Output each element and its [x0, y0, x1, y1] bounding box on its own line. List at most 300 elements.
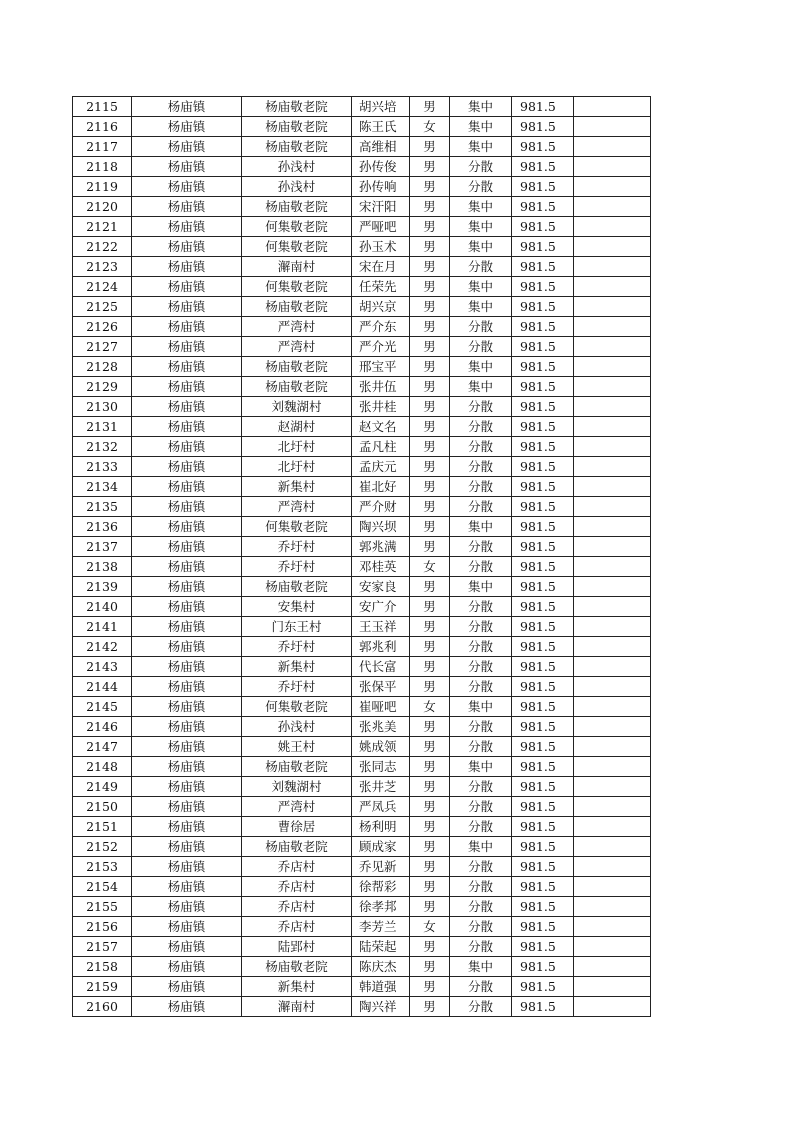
village-cell: 乔圩村	[242, 637, 352, 657]
town-cell: 杨庙镇	[132, 697, 242, 717]
table-row	[73, 97, 651, 117]
village-cell: 乔圩村	[242, 677, 352, 697]
gender-cell: 男	[410, 437, 450, 457]
amount-cell: 981.5	[512, 577, 574, 597]
amount-cell: 981.5	[512, 217, 574, 237]
remarks-cell	[574, 817, 651, 837]
village-cell: 杨庙敬老院	[242, 837, 352, 857]
amount-cell: 981.5	[512, 457, 574, 477]
village-cell: 赵湖村	[242, 417, 352, 437]
remarks-cell	[574, 657, 651, 677]
person-name-cell: 李芳兰	[352, 917, 410, 937]
table-row	[73, 797, 651, 817]
remarks-cell	[574, 97, 651, 117]
table-row	[73, 777, 651, 797]
gender-cell: 女	[410, 697, 450, 717]
row-number-cell: 2143	[73, 657, 132, 677]
town-cell: 杨庙镇	[132, 517, 242, 537]
amount-cell: 981.5	[512, 757, 574, 777]
support-type-cell: 分散	[450, 917, 512, 937]
gender-cell: 男	[410, 677, 450, 697]
town-cell: 杨庙镇	[132, 117, 242, 137]
town-cell: 杨庙镇	[132, 597, 242, 617]
table-row	[73, 677, 651, 697]
support-type-cell: 集中	[450, 697, 512, 717]
row-number-cell: 2154	[73, 877, 132, 897]
person-name-cell: 邢宝平	[352, 357, 410, 377]
table-row	[73, 997, 651, 1017]
support-type-cell: 集中	[450, 117, 512, 137]
support-type-cell: 集中	[450, 577, 512, 597]
town-cell: 杨庙镇	[132, 797, 242, 817]
gender-cell: 男	[410, 237, 450, 257]
village-cell: 何集敬老院	[242, 237, 352, 257]
remarks-cell	[574, 237, 651, 257]
gender-cell: 男	[410, 577, 450, 597]
village-cell: 孙浅村	[242, 177, 352, 197]
village-cell: 新集村	[242, 657, 352, 677]
row-number-cell: 2135	[73, 497, 132, 517]
support-type-cell: 集中	[450, 957, 512, 977]
town-cell: 杨庙镇	[132, 477, 242, 497]
person-name-cell: 邓桂英	[352, 557, 410, 577]
table-row	[73, 237, 651, 257]
town-cell: 杨庙镇	[132, 397, 242, 417]
support-type-cell: 分散	[450, 597, 512, 617]
support-type-cell: 分散	[450, 537, 512, 557]
support-type-cell: 集中	[450, 357, 512, 377]
amount-cell: 981.5	[512, 817, 574, 837]
row-number-cell: 2145	[73, 697, 132, 717]
person-name-cell: 陶兴祥	[352, 997, 410, 1017]
person-name-cell: 代长富	[352, 657, 410, 677]
amount-cell: 981.5	[512, 477, 574, 497]
town-cell: 杨庙镇	[132, 377, 242, 397]
table-row	[73, 657, 651, 677]
person-name-cell: 胡兴京	[352, 297, 410, 317]
row-number-cell: 2153	[73, 857, 132, 877]
remarks-cell	[574, 317, 651, 337]
row-number-cell: 2128	[73, 357, 132, 377]
support-type-cell: 集中	[450, 137, 512, 157]
town-cell: 杨庙镇	[132, 557, 242, 577]
person-name-cell: 严凤兵	[352, 797, 410, 817]
person-name-cell: 陶兴坝	[352, 517, 410, 537]
remarks-cell	[574, 997, 651, 1017]
remarks-cell	[574, 637, 651, 657]
row-number-cell: 2141	[73, 617, 132, 637]
support-type-cell: 分散	[450, 177, 512, 197]
gender-cell: 男	[410, 137, 450, 157]
table-row	[73, 757, 651, 777]
amount-cell: 981.5	[512, 657, 574, 677]
gender-cell: 男	[410, 957, 450, 977]
remarks-cell	[574, 197, 651, 217]
support-type-cell: 分散	[450, 157, 512, 177]
person-name-cell: 徐孝邦	[352, 897, 410, 917]
village-cell: 乔店村	[242, 857, 352, 877]
person-name-cell: 孙传响	[352, 177, 410, 197]
person-name-cell: 张保平	[352, 677, 410, 697]
town-cell: 杨庙镇	[132, 277, 242, 297]
support-type-cell: 分散	[450, 717, 512, 737]
remarks-cell	[574, 897, 651, 917]
village-cell: 刘魏湖村	[242, 397, 352, 417]
support-type-cell: 集中	[450, 197, 512, 217]
gender-cell: 男	[410, 277, 450, 297]
amount-cell: 981.5	[512, 297, 574, 317]
row-number-cell: 2122	[73, 237, 132, 257]
gender-cell: 男	[410, 537, 450, 557]
town-cell: 杨庙镇	[132, 357, 242, 377]
remarks-cell	[574, 117, 651, 137]
row-number-cell: 2140	[73, 597, 132, 617]
remarks-cell	[574, 357, 651, 377]
person-name-cell: 宋汗阳	[352, 197, 410, 217]
town-cell: 杨庙镇	[132, 657, 242, 677]
table-row	[73, 717, 651, 737]
support-type-cell: 集中	[450, 217, 512, 237]
gender-cell: 男	[410, 197, 450, 217]
table-row	[73, 937, 651, 957]
remarks-cell	[574, 797, 651, 817]
support-type-cell: 分散	[450, 657, 512, 677]
village-cell: 杨庙敬老院	[242, 357, 352, 377]
row-number-cell: 2119	[73, 177, 132, 197]
town-cell: 杨庙镇	[132, 257, 242, 277]
table-row	[73, 617, 651, 637]
remarks-cell	[574, 397, 651, 417]
gender-cell: 男	[410, 417, 450, 437]
person-name-cell: 严哑吧	[352, 217, 410, 237]
gender-cell: 男	[410, 877, 450, 897]
amount-cell: 981.5	[512, 637, 574, 657]
support-type-cell: 分散	[450, 817, 512, 837]
table-row	[73, 337, 651, 357]
gender-cell: 男	[410, 777, 450, 797]
town-cell: 杨庙镇	[132, 217, 242, 237]
gender-cell: 女	[410, 917, 450, 937]
gender-cell: 男	[410, 737, 450, 757]
row-number-cell: 2152	[73, 837, 132, 857]
table-row	[73, 277, 651, 297]
row-number-cell: 2155	[73, 897, 132, 917]
amount-cell: 981.5	[512, 997, 574, 1017]
remarks-cell	[574, 417, 651, 437]
table-row	[73, 737, 651, 757]
table-row	[73, 477, 651, 497]
row-number-cell: 2148	[73, 757, 132, 777]
support-type-cell: 分散	[450, 397, 512, 417]
person-name-cell: 任荣先	[352, 277, 410, 297]
village-cell: 乔店村	[242, 877, 352, 897]
town-cell: 杨庙镇	[132, 737, 242, 757]
person-name-cell: 崔哑吧	[352, 697, 410, 717]
person-name-cell: 安家良	[352, 577, 410, 597]
row-number-cell: 2157	[73, 937, 132, 957]
row-number-cell: 2132	[73, 437, 132, 457]
village-cell: 安集村	[242, 597, 352, 617]
support-type-cell: 分散	[450, 617, 512, 637]
table-row	[73, 517, 651, 537]
gender-cell: 男	[410, 317, 450, 337]
support-type-cell: 分散	[450, 437, 512, 457]
person-name-cell: 王玉祥	[352, 617, 410, 637]
row-number-cell: 2151	[73, 817, 132, 837]
support-type-cell: 分散	[450, 497, 512, 517]
town-cell: 杨庙镇	[132, 877, 242, 897]
gender-cell: 男	[410, 457, 450, 477]
amount-cell: 981.5	[512, 397, 574, 417]
support-type-cell: 分散	[450, 557, 512, 577]
row-number-cell: 2156	[73, 917, 132, 937]
village-cell: 门东王村	[242, 617, 352, 637]
person-name-cell: 孙玉术	[352, 237, 410, 257]
remarks-cell	[574, 557, 651, 577]
gender-cell: 男	[410, 257, 450, 277]
row-number-cell: 2138	[73, 557, 132, 577]
remarks-cell	[574, 377, 651, 397]
amount-cell: 981.5	[512, 417, 574, 437]
gender-cell: 男	[410, 617, 450, 637]
support-type-cell: 集中	[450, 377, 512, 397]
town-cell: 杨庙镇	[132, 757, 242, 777]
remarks-cell	[574, 837, 651, 857]
table-row	[73, 877, 651, 897]
support-type-cell: 集中	[450, 297, 512, 317]
amount-cell: 981.5	[512, 337, 574, 357]
person-name-cell: 张兆美	[352, 717, 410, 737]
support-type-cell: 分散	[450, 317, 512, 337]
person-name-cell: 张井伍	[352, 377, 410, 397]
remarks-cell	[574, 217, 651, 237]
remarks-cell	[574, 757, 651, 777]
remarks-cell	[574, 297, 651, 317]
amount-cell: 981.5	[512, 377, 574, 397]
village-cell: 杨庙敬老院	[242, 197, 352, 217]
row-number-cell: 2146	[73, 717, 132, 737]
remarks-cell	[574, 777, 651, 797]
amount-cell: 981.5	[512, 677, 574, 697]
gender-cell: 男	[410, 177, 450, 197]
person-name-cell: 郭兆利	[352, 637, 410, 657]
support-type-cell: 分散	[450, 937, 512, 957]
gender-cell: 男	[410, 897, 450, 917]
town-cell: 杨庙镇	[132, 297, 242, 317]
row-number-cell: 2137	[73, 537, 132, 557]
gender-cell: 男	[410, 217, 450, 237]
gender-cell: 男	[410, 157, 450, 177]
gender-cell: 男	[410, 857, 450, 877]
support-type-cell: 集中	[450, 277, 512, 297]
town-cell: 杨庙镇	[132, 937, 242, 957]
amount-cell: 981.5	[512, 857, 574, 877]
amount-cell: 981.5	[512, 957, 574, 977]
table-row	[73, 957, 651, 977]
support-type-cell: 分散	[450, 977, 512, 997]
town-cell: 杨庙镇	[132, 137, 242, 157]
amount-cell: 981.5	[512, 237, 574, 257]
amount-cell: 981.5	[512, 797, 574, 817]
town-cell: 杨庙镇	[132, 637, 242, 657]
support-type-cell: 分散	[450, 737, 512, 757]
amount-cell: 981.5	[512, 897, 574, 917]
remarks-cell	[574, 677, 651, 697]
amount-cell: 981.5	[512, 717, 574, 737]
row-number-cell: 2159	[73, 977, 132, 997]
town-cell: 杨庙镇	[132, 237, 242, 257]
gender-cell: 男	[410, 977, 450, 997]
person-name-cell: 姚成领	[352, 737, 410, 757]
remarks-cell	[574, 577, 651, 597]
town-cell: 杨庙镇	[132, 997, 242, 1017]
table-row	[73, 977, 651, 997]
village-cell: 乔圩村	[242, 537, 352, 557]
village-cell: 孙浅村	[242, 157, 352, 177]
remarks-cell	[574, 917, 651, 937]
village-cell: 何集敬老院	[242, 697, 352, 717]
village-cell: 乔圩村	[242, 557, 352, 577]
table-row	[73, 177, 651, 197]
table-row	[73, 317, 651, 337]
amount-cell: 981.5	[512, 197, 574, 217]
village-cell: 严湾村	[242, 797, 352, 817]
town-cell: 杨庙镇	[132, 837, 242, 857]
table-row	[73, 917, 651, 937]
village-cell: 杨庙敬老院	[242, 137, 352, 157]
gender-cell: 男	[410, 477, 450, 497]
person-name-cell: 张井桂	[352, 397, 410, 417]
village-cell: 杨庙敬老院	[242, 577, 352, 597]
village-cell: 北圩村	[242, 437, 352, 457]
town-cell: 杨庙镇	[132, 417, 242, 437]
village-cell: 严湾村	[242, 497, 352, 517]
gender-cell: 男	[410, 597, 450, 617]
remarks-cell	[574, 937, 651, 957]
amount-cell: 981.5	[512, 537, 574, 557]
town-cell: 杨庙镇	[132, 817, 242, 837]
support-type-cell: 分散	[450, 777, 512, 797]
table-row	[73, 697, 651, 717]
support-type-cell: 分散	[450, 637, 512, 657]
row-number-cell: 2124	[73, 277, 132, 297]
gender-cell: 男	[410, 837, 450, 857]
gender-cell: 男	[410, 937, 450, 957]
remarks-cell	[574, 537, 651, 557]
table-row	[73, 457, 651, 477]
village-cell: 杨庙敬老院	[242, 377, 352, 397]
amount-cell: 981.5	[512, 917, 574, 937]
amount-cell: 981.5	[512, 737, 574, 757]
amount-cell: 981.5	[512, 557, 574, 577]
row-number-cell: 2158	[73, 957, 132, 977]
town-cell: 杨庙镇	[132, 437, 242, 457]
person-name-cell: 孟凡柱	[352, 437, 410, 457]
town-cell: 杨庙镇	[132, 337, 242, 357]
support-type-cell: 集中	[450, 517, 512, 537]
row-number-cell: 2125	[73, 297, 132, 317]
town-cell: 杨庙镇	[132, 617, 242, 637]
amount-cell: 981.5	[512, 697, 574, 717]
gender-cell: 男	[410, 637, 450, 657]
amount-cell: 981.5	[512, 937, 574, 957]
town-cell: 杨庙镇	[132, 317, 242, 337]
table-row	[73, 397, 651, 417]
support-type-cell: 集中	[450, 237, 512, 257]
person-name-cell: 陆荣起	[352, 937, 410, 957]
town-cell: 杨庙镇	[132, 537, 242, 557]
amount-cell: 981.5	[512, 517, 574, 537]
village-cell: 何集敬老院	[242, 277, 352, 297]
remarks-cell	[574, 437, 651, 457]
amount-cell: 981.5	[512, 877, 574, 897]
table-row	[73, 857, 651, 877]
town-cell: 杨庙镇	[132, 917, 242, 937]
person-name-cell: 崔北好	[352, 477, 410, 497]
remarks-cell	[574, 877, 651, 897]
remarks-cell	[574, 977, 651, 997]
town-cell: 杨庙镇	[132, 457, 242, 477]
gender-cell: 男	[410, 497, 450, 517]
town-cell: 杨庙镇	[132, 897, 242, 917]
village-cell: 何集敬老院	[242, 217, 352, 237]
village-cell: 乔店村	[242, 917, 352, 937]
amount-cell: 981.5	[512, 97, 574, 117]
table-row	[73, 557, 651, 577]
remarks-cell	[574, 597, 651, 617]
town-cell: 杨庙镇	[132, 777, 242, 797]
table-row	[73, 357, 651, 377]
person-name-cell: 张同志	[352, 757, 410, 777]
support-type-cell: 分散	[450, 677, 512, 697]
amount-cell: 981.5	[512, 137, 574, 157]
village-cell: 杨庙敬老院	[242, 97, 352, 117]
remarks-cell	[574, 257, 651, 277]
table-row	[73, 597, 651, 617]
remarks-cell	[574, 617, 651, 637]
gender-cell: 男	[410, 397, 450, 417]
remarks-cell	[574, 517, 651, 537]
village-cell: 曹徐居	[242, 817, 352, 837]
table-row	[73, 197, 651, 217]
amount-cell: 981.5	[512, 777, 574, 797]
row-number-cell: 2134	[73, 477, 132, 497]
village-cell: 何集敬老院	[242, 517, 352, 537]
row-number-cell: 2129	[73, 377, 132, 397]
gender-cell: 男	[410, 757, 450, 777]
support-type-cell: 分散	[450, 997, 512, 1017]
person-name-cell: 韩道强	[352, 977, 410, 997]
row-number-cell: 2115	[73, 97, 132, 117]
gender-cell: 男	[410, 297, 450, 317]
remarks-cell	[574, 277, 651, 297]
remarks-cell	[574, 157, 651, 177]
person-name-cell: 徐帮彩	[352, 877, 410, 897]
row-number-cell: 2116	[73, 117, 132, 137]
row-number-cell: 2126	[73, 317, 132, 337]
remarks-cell	[574, 717, 651, 737]
support-type-cell: 分散	[450, 477, 512, 497]
person-name-cell: 高维相	[352, 137, 410, 157]
amount-cell: 981.5	[512, 257, 574, 277]
remarks-cell	[574, 477, 651, 497]
gender-cell: 男	[410, 357, 450, 377]
row-number-cell: 2147	[73, 737, 132, 757]
gender-cell: 男	[410, 377, 450, 397]
village-cell: 乔店村	[242, 897, 352, 917]
support-type-cell: 集中	[450, 757, 512, 777]
town-cell: 杨庙镇	[132, 497, 242, 517]
